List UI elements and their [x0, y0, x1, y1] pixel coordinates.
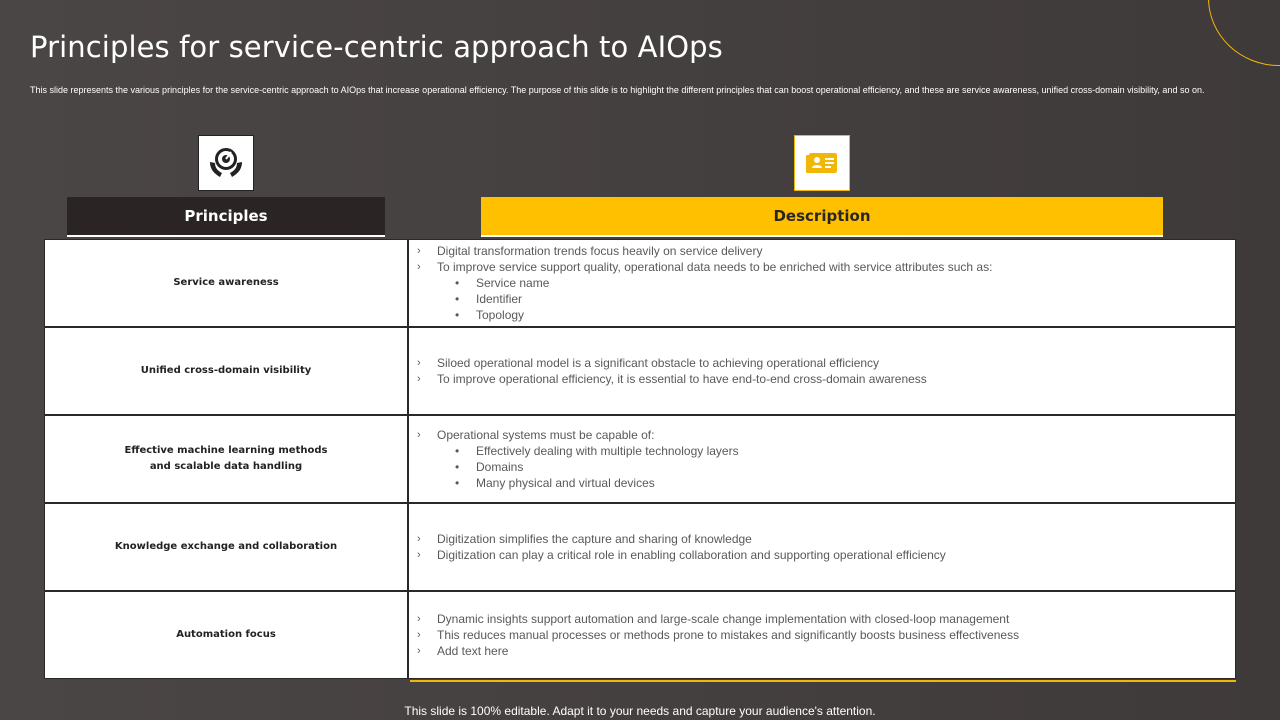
chevron-right-icon: ›: [417, 245, 421, 257]
description-text: Digitization simplifies the capture and sharing of knowledge: [437, 532, 752, 546]
description-point: [417, 371, 1235, 387]
bullet-icon: •: [455, 444, 460, 458]
chevron-right-icon: ›: [417, 549, 421, 561]
description-cell: [408, 503, 1236, 591]
description-point: [417, 643, 1235, 659]
chevron-right-icon: ›: [417, 533, 421, 545]
description-cell: [408, 327, 1236, 415]
principle-cell: [44, 503, 408, 591]
hands-shield-gear-icon: [207, 144, 245, 182]
bullet-icon: •: [455, 292, 460, 306]
description-text: Service name: [476, 276, 550, 290]
bullet-icon: •: [455, 460, 460, 474]
description-subpoint: [417, 475, 1235, 491]
decorative-arc: [1208, 0, 1280, 66]
description-point: [417, 427, 1235, 443]
description-point: [417, 243, 1235, 259]
slide-title: Principles for service-centric approach to AIOps: [30, 30, 723, 64]
principle-cell: [44, 591, 408, 679]
description-text: Operational systems must be capable of:: [437, 428, 655, 442]
table-row: [44, 591, 1236, 679]
principle-label: Effective machine learning methods and scalable data handling: [124, 445, 328, 472]
description-point: [417, 531, 1235, 547]
id-card-icon: [803, 144, 841, 182]
description-icon-box: [794, 135, 850, 191]
description-subpoint: [417, 443, 1235, 459]
principle-label: Automation focus: [176, 629, 276, 640]
description-subpoint: [417, 291, 1235, 307]
description-point: [417, 259, 1235, 275]
principle-label: Unified cross-domain visibility: [140, 365, 312, 376]
table-row: [44, 415, 1236, 503]
principle-cell: [44, 415, 408, 503]
description-text: Identifier: [476, 292, 523, 306]
slide-footer: This slide is 100% editable. Adapt it to your needs and capture your audience's attention.: [404, 704, 876, 718]
accent-underline: [410, 680, 1236, 682]
bullet-icon: •: [455, 276, 460, 290]
description-text: Many physical and virtual devices: [476, 476, 655, 490]
description-text: Dynamic insights support automation and large-scale change implementation with closed-loop management: [437, 612, 1010, 626]
description-cell: [408, 239, 1236, 327]
description-point: [417, 355, 1235, 371]
principle-cell: [44, 239, 408, 327]
description-point: [417, 627, 1235, 643]
slide-subtitle: This slide represents the various principles for the service-centric approach to AIOps that increase operational efficiency. The purpose of this slide is to highlight the different principles that can boost operational efficiency, and these are service awareness, unified cross-domain visibility, and so on.: [30, 85, 1205, 95]
description-point: [417, 547, 1235, 563]
table-row: [44, 327, 1236, 415]
description-text: This reduces manual processes or methods prone to mistakes and significantly boosts business effectiveness: [437, 628, 1020, 642]
description-subpoint: [417, 307, 1235, 323]
description-cell: [408, 415, 1236, 503]
description-text: Digitization can play a critical role in enabling collaboration and supporting operational efficiency: [437, 548, 946, 562]
chevron-right-icon: ›: [417, 629, 421, 641]
table-row: [44, 503, 1236, 591]
principle-label: Service awareness: [173, 277, 279, 288]
chevron-right-icon: ›: [417, 613, 421, 625]
description-subpoint: [417, 275, 1235, 291]
bullet-icon: •: [455, 308, 460, 322]
chevron-right-icon: ›: [417, 645, 421, 657]
description-text: Domains: [476, 460, 524, 474]
principles-icon-box: [198, 135, 254, 191]
description-text: Effectively dealing with multiple technology layers: [476, 444, 739, 458]
chevron-right-icon: ›: [417, 429, 421, 441]
bullet-icon: •: [455, 476, 460, 490]
principle-cell: [44, 327, 408, 415]
principle-label: Knowledge exchange and collaboration: [114, 541, 338, 552]
chevron-right-icon: ›: [417, 373, 421, 385]
chevron-right-icon: ›: [417, 261, 421, 273]
description-cell: [408, 591, 1236, 679]
description-header: Description: [481, 197, 1163, 237]
description-text: Digital transformation trends focus heavily on service delivery: [437, 244, 763, 258]
description-text: To improve operational efficiency, it is essential to have end-to-end cross-domain awareness: [437, 372, 927, 386]
description-text: Topology: [476, 308, 525, 322]
description-text: Add text here: [437, 644, 509, 658]
principles-header: Principles: [67, 197, 385, 237]
table-row: [44, 239, 1236, 327]
description-text: Siloed operational model is a significant obstacle to achieving operational efficiency: [437, 356, 880, 370]
description-subpoint: [417, 459, 1235, 475]
description-text: To improve service support quality, operational data needs to be enriched with service attributes such as:: [437, 260, 993, 274]
chevron-right-icon: ›: [417, 357, 421, 369]
description-point: [417, 611, 1235, 627]
